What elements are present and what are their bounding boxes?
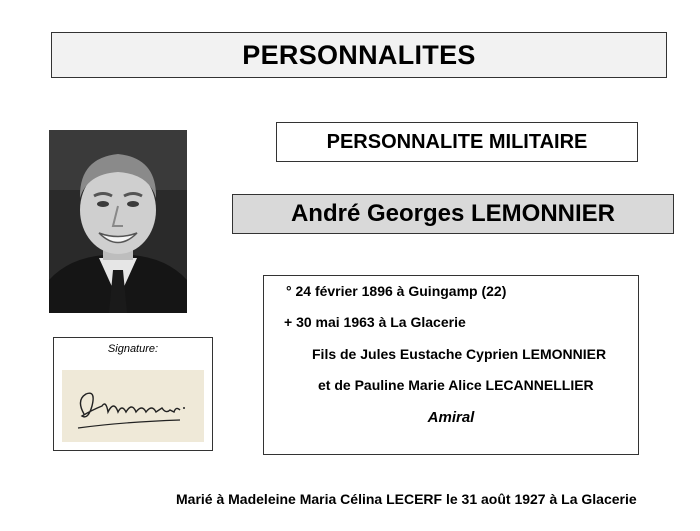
page-title-box (51, 32, 667, 78)
father-info: Fils de Jules Eustache Cyprien LEMONNIER (312, 346, 607, 362)
death-info: + 30 mai 1963 à La Glacerie (284, 314, 466, 330)
page-title: PERSONNALITES (242, 39, 476, 70)
person-name: André Georges LEMONNIER (290, 200, 616, 227)
biography-box (263, 275, 639, 455)
signature-label: Signature: (107, 343, 159, 355)
marriage-info: Marié à Madeleine Maria Célina LECERF le 31 août 1927 à La Glacerie (176, 491, 637, 507)
portrait-photo (49, 130, 187, 313)
category-box (276, 122, 638, 162)
mother-info: et de Pauline Marie Alice LECANNELLIER (318, 377, 594, 393)
portrait-illustration (49, 130, 187, 313)
signature-drawing (62, 370, 204, 442)
rank-title: Amiral (427, 409, 475, 426)
marriage-info-row (0, 491, 700, 507)
signature-box (53, 337, 213, 451)
signature-image (62, 370, 204, 442)
category-label: PERSONNALITE MILITAIRE (326, 130, 588, 153)
person-name-box (232, 194, 674, 234)
birth-info: ° 24 février 1896 à Guingamp (22) (286, 283, 507, 299)
